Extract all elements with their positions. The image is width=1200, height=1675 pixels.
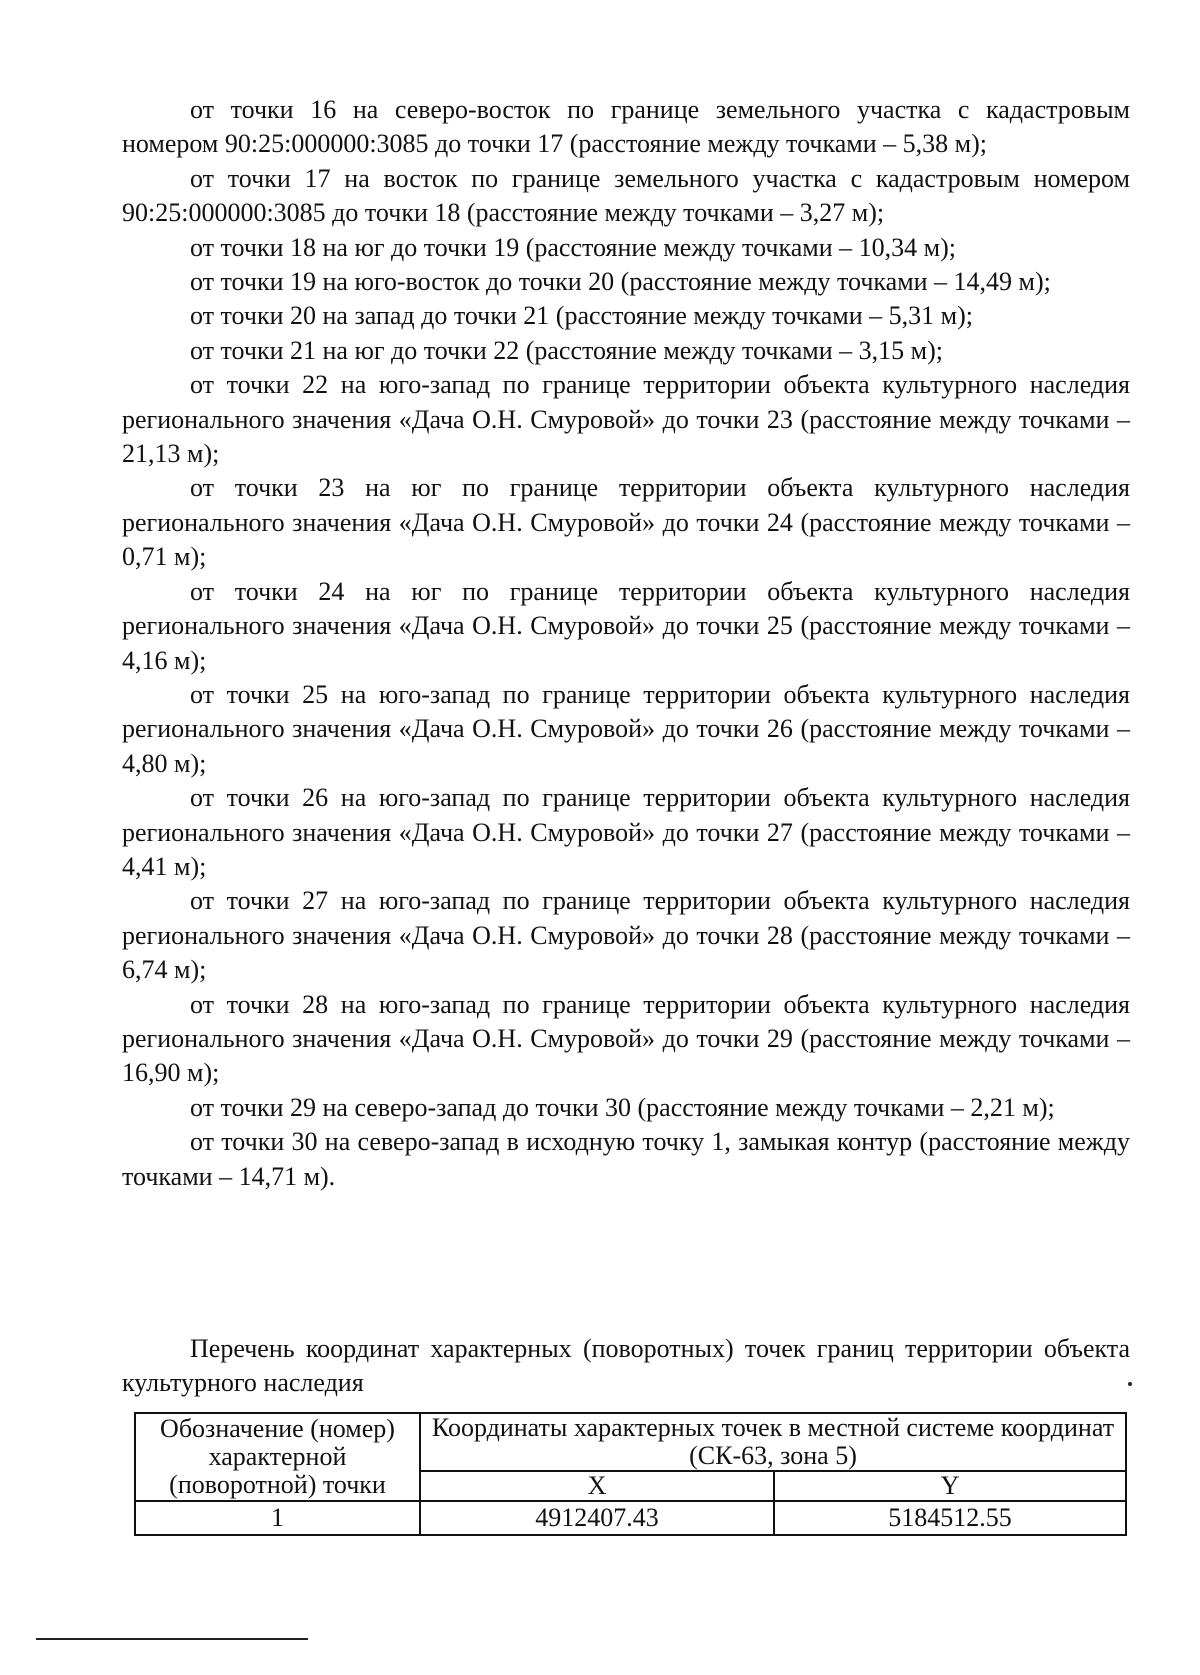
- boundary-paragraph: от точки 28 на юго-запад по границе территории объекта культурного наследия регионального значения «Дача О.Н. Смуровой» до точки 29 (расстояние между точками – 16,90 м);: [122, 989, 1130, 1088]
- header-y: Y: [774, 1471, 1126, 1501]
- table-heading: Перечень координат характерных (поворотных) точек границ территории объекта культурного наследия: [122, 1334, 1130, 1397]
- boundary-paragraph: от точки 26 на юго-запад по границе территории объекта культурного наследия регионального значения «Дача О.Н. Смуровой» до точки 27 (расстояние между точками – 4,41 м);: [122, 783, 1130, 881]
- cell-x: 4912407.43: [420, 1501, 774, 1535]
- boundary-paragraph: от точки 24 на юг по границе территории объекта культурного наследия регионального значения «Дача О.Н. Смуровой» до точки 25 (расстояние между точками – 4,16 м);: [122, 576, 1130, 675]
- boundary-paragraph: от точки 16 на северо-восток по границе земельного участка с кадастровым номером 90:25:000000:3085 до точки 17 (расстояние между точками – 5,38 м);: [122, 95, 1130, 159]
- stray-dot-mark: [1128, 1382, 1132, 1386]
- cell-y: 5184512.55: [774, 1501, 1126, 1535]
- boundary-paragraph: от точки 23 на юг по границе территории объекта культурного наследия регионального значения «Дача О.Н. Смуровой» до точки 24 (расстояние между точками – 0,71 м);: [122, 473, 1130, 572]
- cell-point: 1: [135, 1501, 420, 1535]
- header-coordinates: Координаты характерных точек в местной системе координат (СК-63, зона 5): [420, 1413, 1126, 1471]
- boundary-paragraph: от точки 21 на юг до точки 22 (расстояние между точками – 3,15 м);: [190, 335, 943, 365]
- boundary-paragraph: от точки 18 на юг до точки 19 (расстояние между точками – 10,34 м);: [190, 232, 956, 262]
- boundary-paragraph: от точки 22 на юго-запад по границе территории объекта культурного наследия регионального значения «Дача О.Н. Смуровой» до точки 23 (расстояние между точками – 21,13 м);: [122, 370, 1130, 469]
- boundary-paragraph: от точки 19 на юго-восток до точки 20 (расстояние между точками – 14,49 м);: [190, 267, 1051, 297]
- coordinates-table: [134, 1412, 1127, 1536]
- boundary-paragraph: от точки 25 на юго-запад по границе территории объекта культурного наследия регионального значения «Дача О.Н. Смуровой» до точки 26 (расстояние между точками – 4,80 м);: [122, 679, 1130, 778]
- boundary-paragraph: от точки 27 на юго-запад по границе территории объекта культурного наследия регионального значения «Дача О.Н. Смуровой» до точки 28 (расстояние между точками – 6,74 м);: [122, 886, 1130, 985]
- header-x: X: [420, 1471, 774, 1501]
- boundary-paragraph: от точки 29 на северо-запад до точки 30 (расстояние между точками – 2,21 м);: [190, 1092, 1055, 1122]
- boundary-paragraph: от точки 20 на запад до точки 21 (расстояние между точками – 5,31 м);: [190, 301, 974, 331]
- boundary-paragraph: от точки 30 на северо-запад в исходную точку 1, замыкая контур (расстояние между точками – 14,71 м).: [122, 1127, 1130, 1191]
- footnote-divider: [36, 1638, 308, 1640]
- boundary-description: [122, 93, 1130, 1194]
- header-point-label: Обозначение (номер) характерной (поворотной) точки: [135, 1413, 420, 1501]
- table-header-row: [135, 1413, 1126, 1471]
- boundary-paragraph: от точки 17 на восток по границе земельного участка с кадастровым номером 90:25:000000:3085 до точки 18 (расстояние между точками – 3,27 м);: [122, 163, 1130, 228]
- table-row: [135, 1501, 1126, 1535]
